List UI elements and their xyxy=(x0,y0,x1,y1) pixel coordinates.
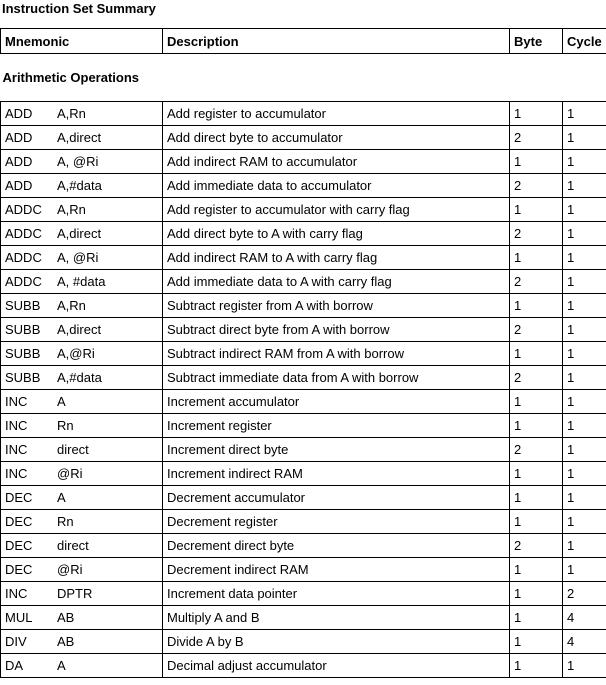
page-title: Instruction Set Summary xyxy=(2,1,156,16)
description-cell: Add direct byte to accumulator xyxy=(163,126,510,150)
operands: A,direct xyxy=(57,322,102,337)
operands: Rn xyxy=(57,418,74,433)
table-row xyxy=(1,246,606,270)
mnemonic-cell xyxy=(1,366,163,390)
byte-cell: 2 xyxy=(510,534,563,558)
description-cell: Increment indirect RAM xyxy=(163,462,510,486)
table-row xyxy=(1,318,606,342)
mnemonic-cell xyxy=(1,150,163,174)
table-row xyxy=(1,294,606,318)
description-cell: Add indirect RAM to A with carry flag xyxy=(163,246,510,270)
table-row xyxy=(1,270,606,294)
cycle-cell: 1 xyxy=(563,438,606,462)
byte-cell: 2 xyxy=(510,318,563,342)
table-row xyxy=(1,222,606,246)
mnemonic-cell xyxy=(1,654,163,678)
opcode: DEC xyxy=(5,490,33,505)
table-row xyxy=(1,150,606,174)
operands: A,direct xyxy=(57,226,102,241)
table-header-row xyxy=(1,29,606,54)
mnemonic-cell xyxy=(1,174,163,198)
cycle-cell: 1 xyxy=(563,318,606,342)
description-cell: Increment data pointer xyxy=(163,582,510,606)
operands: DPTR xyxy=(57,586,93,601)
byte-cell: 1 xyxy=(510,198,563,222)
operands: AB xyxy=(57,634,75,649)
opcode: ADD xyxy=(5,130,33,145)
cycle-cell: 1 xyxy=(563,510,606,534)
mnemonic-cell xyxy=(1,486,163,510)
description-cell: Subtract immediate data from A with borrow xyxy=(163,366,510,390)
operands: A xyxy=(57,658,66,673)
table-row xyxy=(1,606,606,630)
description-cell: Divide A by B xyxy=(163,630,510,654)
byte-cell: 2 xyxy=(510,270,563,294)
operands: A,#data xyxy=(57,178,102,193)
cycle-cell: 1 xyxy=(563,462,606,486)
operands: A,Rn xyxy=(57,202,86,217)
opcode: ADDC xyxy=(5,250,42,265)
operands: A, @Ri xyxy=(57,154,99,169)
table-row xyxy=(1,654,606,678)
operands: A, @Ri xyxy=(57,250,99,265)
description-cell: Decrement indirect RAM xyxy=(163,558,510,582)
operands: A,@Ri xyxy=(57,346,95,361)
mnemonic-cell xyxy=(1,510,163,534)
opcode: DA xyxy=(5,658,24,673)
opcode: SUBB xyxy=(5,346,41,361)
operands: direct xyxy=(57,442,89,457)
cycle-cell: 1 xyxy=(563,102,606,126)
section-row xyxy=(1,54,606,102)
mnemonic-cell xyxy=(1,198,163,222)
table-row xyxy=(1,582,606,606)
cycle-cell: 4 xyxy=(563,606,606,630)
mnemonic-cell xyxy=(1,438,163,462)
operands: A,#data xyxy=(57,370,102,385)
table-row xyxy=(1,366,606,390)
byte-cell: 1 xyxy=(510,558,563,582)
opcode: DEC xyxy=(5,562,33,577)
header-byte: Byte xyxy=(510,29,563,54)
byte-cell: 2 xyxy=(510,438,563,462)
table-row xyxy=(1,462,606,486)
description-cell: Add direct byte to A with carry flag xyxy=(163,222,510,246)
cycle-cell: 1 xyxy=(563,294,606,318)
opcode: ADD xyxy=(5,154,33,169)
byte-cell: 1 xyxy=(510,462,563,486)
cycle-cell: 4 xyxy=(563,630,606,654)
byte-cell: 1 xyxy=(510,654,563,678)
byte-cell: 1 xyxy=(510,606,563,630)
byte-cell: 1 xyxy=(510,342,563,366)
table-row xyxy=(1,102,606,126)
opcode: SUBB xyxy=(5,322,41,337)
description-cell: Add register to accumulator with carry flag xyxy=(163,198,510,222)
cycle-cell: 1 xyxy=(563,486,606,510)
byte-cell: 1 xyxy=(510,582,563,606)
mnemonic-cell xyxy=(1,534,163,558)
opcode: ADDC xyxy=(5,202,42,217)
table-row xyxy=(1,342,606,366)
cycle-cell: 1 xyxy=(563,222,606,246)
mnemonic-cell xyxy=(1,126,163,150)
table-row xyxy=(1,630,606,654)
table-row xyxy=(1,174,606,198)
operands: AB xyxy=(57,610,75,625)
header-mnemonic: Mnemonic xyxy=(1,29,163,54)
mnemonic-cell xyxy=(1,558,163,582)
cycle-cell: 1 xyxy=(563,246,606,270)
byte-cell: 2 xyxy=(510,366,563,390)
byte-cell: 1 xyxy=(510,246,563,270)
byte-cell: 2 xyxy=(510,126,563,150)
opcode: INC xyxy=(5,418,28,433)
cycle-cell: 1 xyxy=(563,534,606,558)
byte-cell: 1 xyxy=(510,486,563,510)
mnemonic-cell xyxy=(1,606,163,630)
opcode: MUL xyxy=(5,610,33,625)
mnemonic-cell xyxy=(1,342,163,366)
cycle-cell: 1 xyxy=(563,414,606,438)
operands: A,direct xyxy=(57,130,102,145)
mnemonic-cell xyxy=(1,390,163,414)
opcode: INC xyxy=(5,442,28,457)
table-row xyxy=(1,390,606,414)
description-cell: Decrement direct byte xyxy=(163,534,510,558)
mnemonic-cell xyxy=(1,270,163,294)
table-row xyxy=(1,486,606,510)
opcode: DIV xyxy=(5,634,27,649)
cycle-cell: 1 xyxy=(563,174,606,198)
operands: A,Rn xyxy=(57,106,86,121)
header-description: Description xyxy=(163,29,510,54)
operands: A,Rn xyxy=(57,298,86,313)
byte-cell: 1 xyxy=(510,414,563,438)
description-cell: Multiply A and B xyxy=(163,606,510,630)
description-cell: Add immediate data to A with carry flag xyxy=(163,270,510,294)
mnemonic-cell xyxy=(1,102,163,126)
operands: @Ri xyxy=(57,466,83,481)
description-cell: Subtract register from A with borrow xyxy=(163,294,510,318)
table-row xyxy=(1,534,606,558)
description-cell: Decrement register xyxy=(163,510,510,534)
cycle-cell: 1 xyxy=(563,558,606,582)
byte-cell: 1 xyxy=(510,390,563,414)
description-cell: Subtract indirect RAM from A with borrow xyxy=(163,342,510,366)
opcode: SUBB xyxy=(5,370,41,385)
byte-cell: 1 xyxy=(510,630,563,654)
header-cycle: Cycle xyxy=(563,29,606,54)
opcode: INC xyxy=(5,466,28,481)
cycle-cell: 1 xyxy=(563,270,606,294)
mnemonic-cell xyxy=(1,630,163,654)
opcode: INC xyxy=(5,586,28,601)
description-cell: Decrement accumulator xyxy=(163,486,510,510)
opcode: ADDC xyxy=(5,226,42,241)
instruction-table xyxy=(0,28,606,678)
cycle-cell: 1 xyxy=(563,366,606,390)
description-cell: Add immediate data to accumulator xyxy=(163,174,510,198)
cycle-cell: 2 xyxy=(563,582,606,606)
opcode: DEC xyxy=(5,514,33,529)
mnemonic-cell xyxy=(1,222,163,246)
description-cell: Add register to accumulator xyxy=(163,102,510,126)
mnemonic-cell xyxy=(1,582,163,606)
description-cell: Decimal adjust accumulator xyxy=(163,654,510,678)
operands: Rn xyxy=(57,514,74,529)
cycle-cell: 1 xyxy=(563,342,606,366)
description-cell: Increment register xyxy=(163,414,510,438)
operands: A xyxy=(57,394,66,409)
operands: @Ri xyxy=(57,562,83,577)
cycle-cell: 1 xyxy=(563,126,606,150)
table-row xyxy=(1,438,606,462)
cycle-cell: 1 xyxy=(563,390,606,414)
mnemonic-cell xyxy=(1,246,163,270)
byte-cell: 1 xyxy=(510,510,563,534)
description-cell: Increment direct byte xyxy=(163,438,510,462)
description-cell: Subtract direct byte from A with borrow xyxy=(163,318,510,342)
operands: direct xyxy=(57,538,89,553)
cycle-cell: 1 xyxy=(563,150,606,174)
opcode: ADD xyxy=(5,178,33,193)
table-row xyxy=(1,558,606,582)
section-title: Arithmetic Operations xyxy=(1,54,606,102)
description-cell: Increment accumulator xyxy=(163,390,510,414)
cycle-cell: 1 xyxy=(563,654,606,678)
byte-cell: 1 xyxy=(510,294,563,318)
table-row xyxy=(1,510,606,534)
cycle-cell: 1 xyxy=(563,198,606,222)
description-cell: Add indirect RAM to accumulator xyxy=(163,150,510,174)
byte-cell: 2 xyxy=(510,222,563,246)
operands: A xyxy=(57,490,66,505)
opcode: SUBB xyxy=(5,298,41,313)
opcode: ADDC xyxy=(5,274,42,289)
opcode: ADD xyxy=(5,106,33,121)
table-row xyxy=(1,414,606,438)
mnemonic-cell xyxy=(1,462,163,486)
byte-cell: 2 xyxy=(510,174,563,198)
operands: A, #data xyxy=(57,274,106,289)
opcode: DEC xyxy=(5,538,33,553)
mnemonic-cell xyxy=(1,294,163,318)
mnemonic-cell xyxy=(1,318,163,342)
mnemonic-cell xyxy=(1,414,163,438)
table-row xyxy=(1,126,606,150)
byte-cell: 1 xyxy=(510,150,563,174)
opcode: INC xyxy=(5,394,28,409)
byte-cell: 1 xyxy=(510,102,563,126)
table-row xyxy=(1,198,606,222)
